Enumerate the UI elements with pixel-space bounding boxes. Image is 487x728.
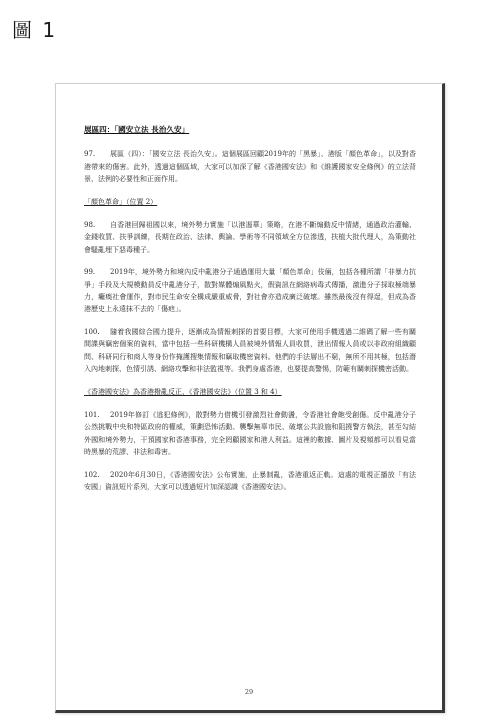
subsection-heading: 「顏色革命」（位置 2） (84, 197, 158, 206)
paragraph-text: 2020年6月30日，《香港國安法》公布實施，止暴制亂，香港重返正軌。這處的電視正播放「有法安國」資訊短片系列，大家可以透過短片加深認識《香港國安法》。 (84, 470, 416, 491)
paragraph (84, 409, 416, 459)
paragraph (84, 326, 416, 376)
paragraph-number: 102. (84, 470, 100, 479)
paragraph (84, 469, 416, 494)
section-heading: 展區四：「國安立法 長治久安」 (84, 125, 190, 134)
figure-label: 圖 1 (12, 18, 58, 42)
paragraph-text: 隨着我國綜合國力提升，逐漸成為情報刺探的首要目標，大家可使用手機透過二維碼了解一些有關間諜與竊密個案的資料，當中包括一些科研機構人員被境外情報人員收買，泄出情報人員或以非政府組織顧問、科研同行和商人等身份作掩護搜集情報和竊取機密資料。他們的手法層出不窮，無所不用其極，包括潛入內地刺探、色情引誘、網絡攻擊和非法監視等。我們身處香港，也要提高警惕，防範有關刺探機密活動。 (84, 327, 416, 374)
paragraph-number: 98. (84, 221, 96, 230)
paragraph-text: 展區（四）：「國安立法 長治久安」。這個展區回顧2019年的「黑暴」、港版「顏色革命」，以及對香港帶來的傷害。此外，透過這個區域，大家可以加深了解《香港國安法》和《維護國家安全條例》的立法背景、法例的必要性和正面作用。 (84, 150, 416, 184)
paragraph-number: 100. (84, 327, 100, 336)
document-page-frame (55, 83, 445, 713)
paragraph-number: 101. (84, 410, 100, 419)
paragraph-text: 2019年，境外勢力和境內反中亂港分子通過運用大量「顏色革命」伎倆，包括各種所謂「非暴力抗爭」手段及大規模動員反中亂港分子，散對媒體煽風點火，假資訊在網絡病毒式傳播，激進分子採取極端暴力，癱瘓社會運作，對市民生命安全構成嚴重威脅，對社會亦造成廣泛破壞。雖然最後沒有得逞，但成為香港歷史上永遠抹不去的「傷疤」。 (84, 268, 416, 314)
paragraph-text: 自香港回歸祖國以來，境外勢力實施「以港遏華」策略，在港不斷煽動反中情緒，通過政治灌輸、金錢收買、扶爭訓練，長期在政治、法律、輿論、學術等不同領域全方位滲透，扶植大批代理人，為策動社會騷亂埋下惡毒種子。 (84, 221, 416, 254)
paragraph-number: 97. (84, 150, 96, 159)
subsection-heading: 《香港國安法》為香港撥亂反正、《香港國安法》（位置 3 和 4） (84, 387, 282, 396)
paragraph (84, 219, 416, 256)
paragraph (84, 266, 416, 316)
page-number: 29 (244, 688, 254, 696)
paragraph (84, 148, 416, 185)
document-page (84, 124, 416, 698)
paragraph-number: 99. (84, 268, 96, 277)
paragraph-text: 2019年修訂《逃犯條例》，散對勢力借機引發激烈社會動盪，令香港社會飽受創傷。反中亂港分子公然挑戰中央和特區政府的權威，策劃恐怖活動、襲擊無辜市民、破壞公共設施和阻撓警方執法，甚至勾結外國和境外勢力，干預國家和香港事務，完全罔顧國家和港人利益。這裡的數據、圖片及視頻都可以看見當時黑暴的荒謬、非法和毒害。 (84, 410, 416, 457)
document-body (84, 148, 416, 493)
